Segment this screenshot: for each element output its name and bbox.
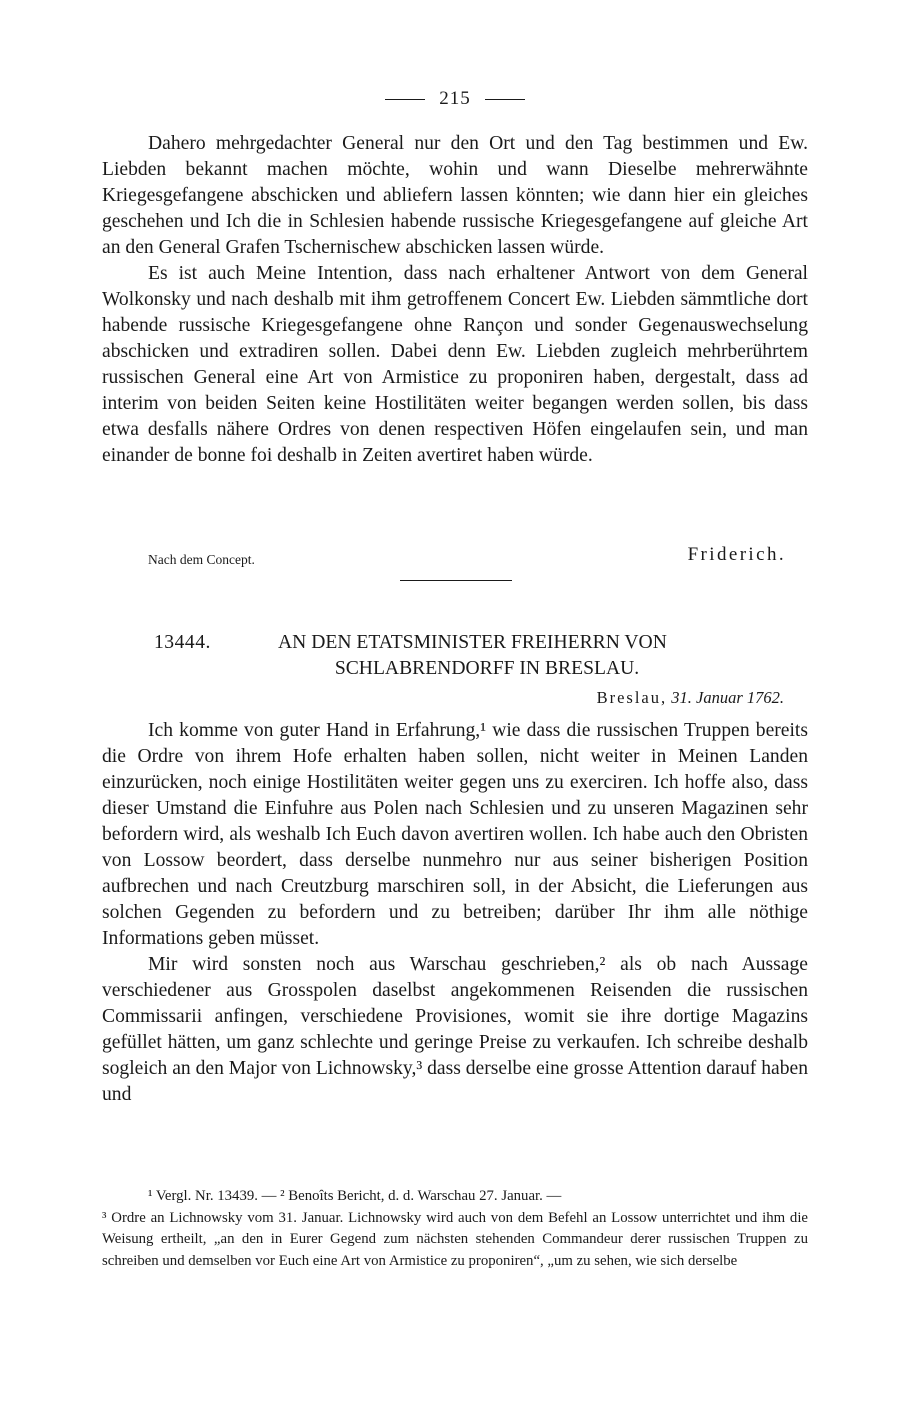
signature: Friderich.	[687, 544, 786, 565]
heading-line-2: SCHLABRENDORFF IN BRESLAU.	[334, 658, 640, 679]
dateline-place: Breslau,	[596, 688, 668, 707]
letter-1-paragraph-2: Es ist auch Meine Intention, dass nach erhaltener Antwort von dem General Wolkonsky und nach deshalb mit ihm getroffenem Concert Ew. Liebden sämmtliche dort habende russische Kriegesgefangene ohne Rançon und sonder Gegenauswechselung abschicken und extradiren sollen. Dabei denn Ew. Liebden zugleich mehrberührtem russischen General eine Art von Armistice zu proponiren haben, dergestalt, dass ad interim von beiden Seiten keine Hostilitäten weiter begangen werden sollen, bis dass etwa desfalls nähere Ordres von denen respectiven Höfen eingelaufen sein, und man einander de bonne foi deshalb in Zeiten avertiret haben würde.	[102, 263, 808, 466]
letter-2-paragraph-2: Mir wird sonsten noch aus Warschau geschrieben,² als ob nach Aussage verschiedener aus Grosspolen daselbst angekommenen Reisenden die russischen Commissarii anfingen, verschiedene Provisiones, womit sie ihre dortige Magazins gefüllet hätten, um ganz schlechte und geringe Preise zu verkaufen. Ich schreibe deshalb sogleich an den Major von Lichnowsky,³ dass derselbe eine grosse Attention darauf haben und	[102, 954, 808, 1105]
letter-2-paragraph-1: Ich komme von guter Hand in Erfahrung,¹ wie dass die russischen Truppen bereits die Ordre von ihrem Hofe erhalten haben sollen, nicht weiter in Meinen Landen einzurücken, noch einige Hostilitäten weiter gegen uns zu exerciren. Ich hoffe also, dass dieser Umstand die Einfuhre aus Polen nach Schlesien und zu unseren Magazinen sehr befordern wird, als weshalb Ich Euch davon avertiren wollen. Ich habe auch den Obristen von Lossow beordert, dass derselbe nunmehro nur aus seiner bisherigen Position aufbrechen und nach Creutzburg marschiren soll, in der Absicht, die Lieferungen aus solchen Gegenden zu befordern und zu betreiben; darüber Ihr ihm alle nöthige Informations geben müsset.	[102, 720, 808, 949]
letter-1-body	[102, 131, 808, 469]
footnote-1-2: ¹ Vergl. Nr. 13439. — ² Benoîts Bericht, d. d. Warschau 27. Januar. —	[148, 1188, 562, 1204]
source-note: Nach dem Concept.	[148, 552, 255, 567]
heading-line-1: AN DEN ETATSMINISTER FREIHERRN VON	[278, 632, 667, 653]
letter-1-paragraph-1: Dahero mehrgedachter General nur den Ort und den Tag bestimmen und Ew. Liebden bekannt machen möchte, wohin und wann Dieselbe mehrerwähnte Kriegesgefangene abschicken und abliefern lassen könnten; wie dann hier ein gleiches geschehen und Ich die in Schlesien habende russische Kriegesgefangene auf gleiche Art an den General Grafen Tschernischew abschicken lassen würde.	[102, 133, 808, 258]
footnotes	[102, 1186, 808, 1272]
header-dash-right	[485, 99, 525, 100]
dateline-date: 31. Januar 1762.	[671, 688, 784, 707]
letter-1-closing	[102, 540, 808, 570]
book-page	[102, 0, 808, 1404]
page-number: 215	[439, 88, 471, 109]
dateline	[597, 688, 784, 708]
section-divider	[400, 580, 512, 581]
header-dash-left	[385, 99, 425, 100]
letter-number: 13444.	[154, 632, 211, 653]
letter-2-body	[102, 718, 808, 1108]
footnote-3: ³ Ordre an Lichnowsky vom 31. Januar. Lichnowsky wird auch von dem Befehl an Lossow unterrichtet und ihm die Weisung ertheilt, „an den in Eurer Gegend zum nächsten stehenden Commandeur derer russischen Truppen zu schreiben und demselben vor Euch eine Art von Armistice zu proponiren“, „um zu sehen, wie sich derselbe	[102, 1209, 808, 1269]
page-header	[102, 88, 808, 110]
